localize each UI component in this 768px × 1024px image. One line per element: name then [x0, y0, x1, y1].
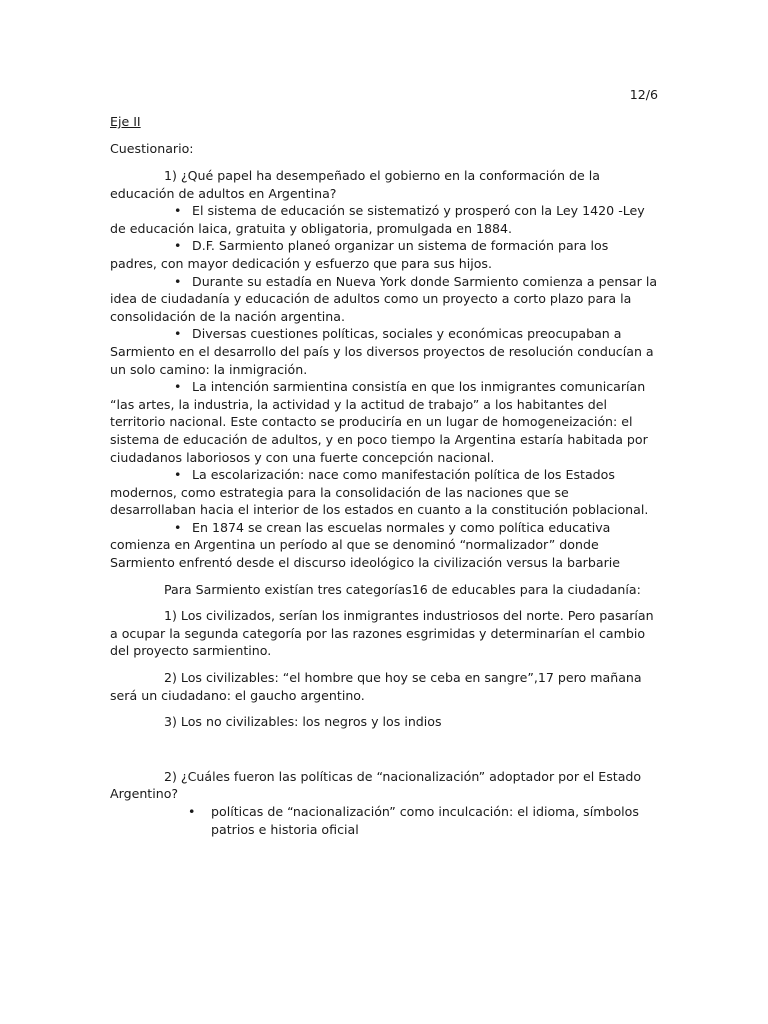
- category-item: 1) Los civilizados, serían los inmigrantes industriosos del norte. Pero pasarían a ocupar la segunda categoría por las razones esgrimidas y determinarían el cambio del proyecto sarmientino.: [110, 608, 654, 659]
- bullet-item: • políticas de “nacionalización” como inculcación: el idioma, símbolos patrios e historia oficial: [188, 804, 639, 837]
- bullet-icon: •: [174, 238, 182, 254]
- bullet-icon: •: [174, 519, 182, 535]
- bullet-item: • Diversas cuestiones políticas, sociales y económicas preocupaban a Sarmiento en el desarrollo del país y los diversos proyectos de resolución conducían a un solo camino: la inmigración.: [110, 326, 654, 377]
- question-1: 1) ¿Qué papel ha desempeñado el gobierno en la conformación de la educación de adultos en Argentina?: [110, 168, 600, 201]
- document-body: [110, 167, 658, 838]
- bullet-item: • La escolarización: nace como manifestación política de los Estados modernos, como estrategia para la consolidación de las naciones que se desarrollaban hacia el interior de los estados en cuanto a la constitución poblacional.: [110, 467, 649, 518]
- bullet-item: • En 1874 se crean las escuelas normales y como política educativa comienza en Argentina un período al que se denominó “normalizador” donde Sarmiento enfrentó desde el discurso ideológico la civilización versus la barbarie: [110, 519, 620, 571]
- bullet-item: • El sistema de educación se sistematizó y prosperó con la Ley 1420 -Ley de educación laica, gratuita y obligatoria, promulgada en 1884.: [110, 203, 645, 236]
- category-item: 2) Los civilizables: “el hombre que hoy se ceba en sangre”,17 pero mañana será un ciudadano: el gaucho argentino.: [110, 670, 642, 703]
- bullet-icon: •: [174, 203, 182, 219]
- bullet-icon: •: [174, 273, 182, 289]
- categories-intro: Para Sarmiento existían tres categorías16 de educables para la ciudadanía:: [164, 581, 641, 597]
- subtitle: Cuestionario:: [110, 141, 194, 156]
- question-2: 2) ¿Cuáles fueron las políticas de “nacionalización” adoptador por el Estado Argentino?: [110, 768, 642, 802]
- bullet-icon: •: [174, 467, 182, 483]
- bullet-item: • D.F. Sarmiento planeó organizar un sistema de formación para los padres, con mayor dedicación y esfuerzo que para sus hijos.: [110, 238, 609, 271]
- bullet-icon: •: [188, 804, 196, 819]
- bullet-item: • Durante su estadía en Nueva York donde Sarmiento comienza a pensar la idea de ciudadanía y educación de adultos como un proyecto a corto plazo para la consolidación de la nación argentina.: [110, 273, 658, 324]
- bullet-icon: •: [174, 379, 182, 395]
- bullet-icon: •: [174, 326, 182, 342]
- category-item: 3) Los no civilizables: los negros y los indios: [164, 714, 442, 730]
- bullet-item: • La intención sarmientina consistía en que los inmigrantes comunicarían “las artes, la industria, la actividad y la actitud de trabajo” a los habitantes del territorio nacional. Este contacto se produciría en un lugar de homogeneización: el sistema de educación de adultos, y en poco tiempo la Argentina estaría habitada por ciudadanos laboriosos y con una fuerte concepción nacional.: [110, 379, 648, 465]
- page-date: 12/6: [629, 87, 658, 102]
- section-title: Eje II: [110, 114, 141, 129]
